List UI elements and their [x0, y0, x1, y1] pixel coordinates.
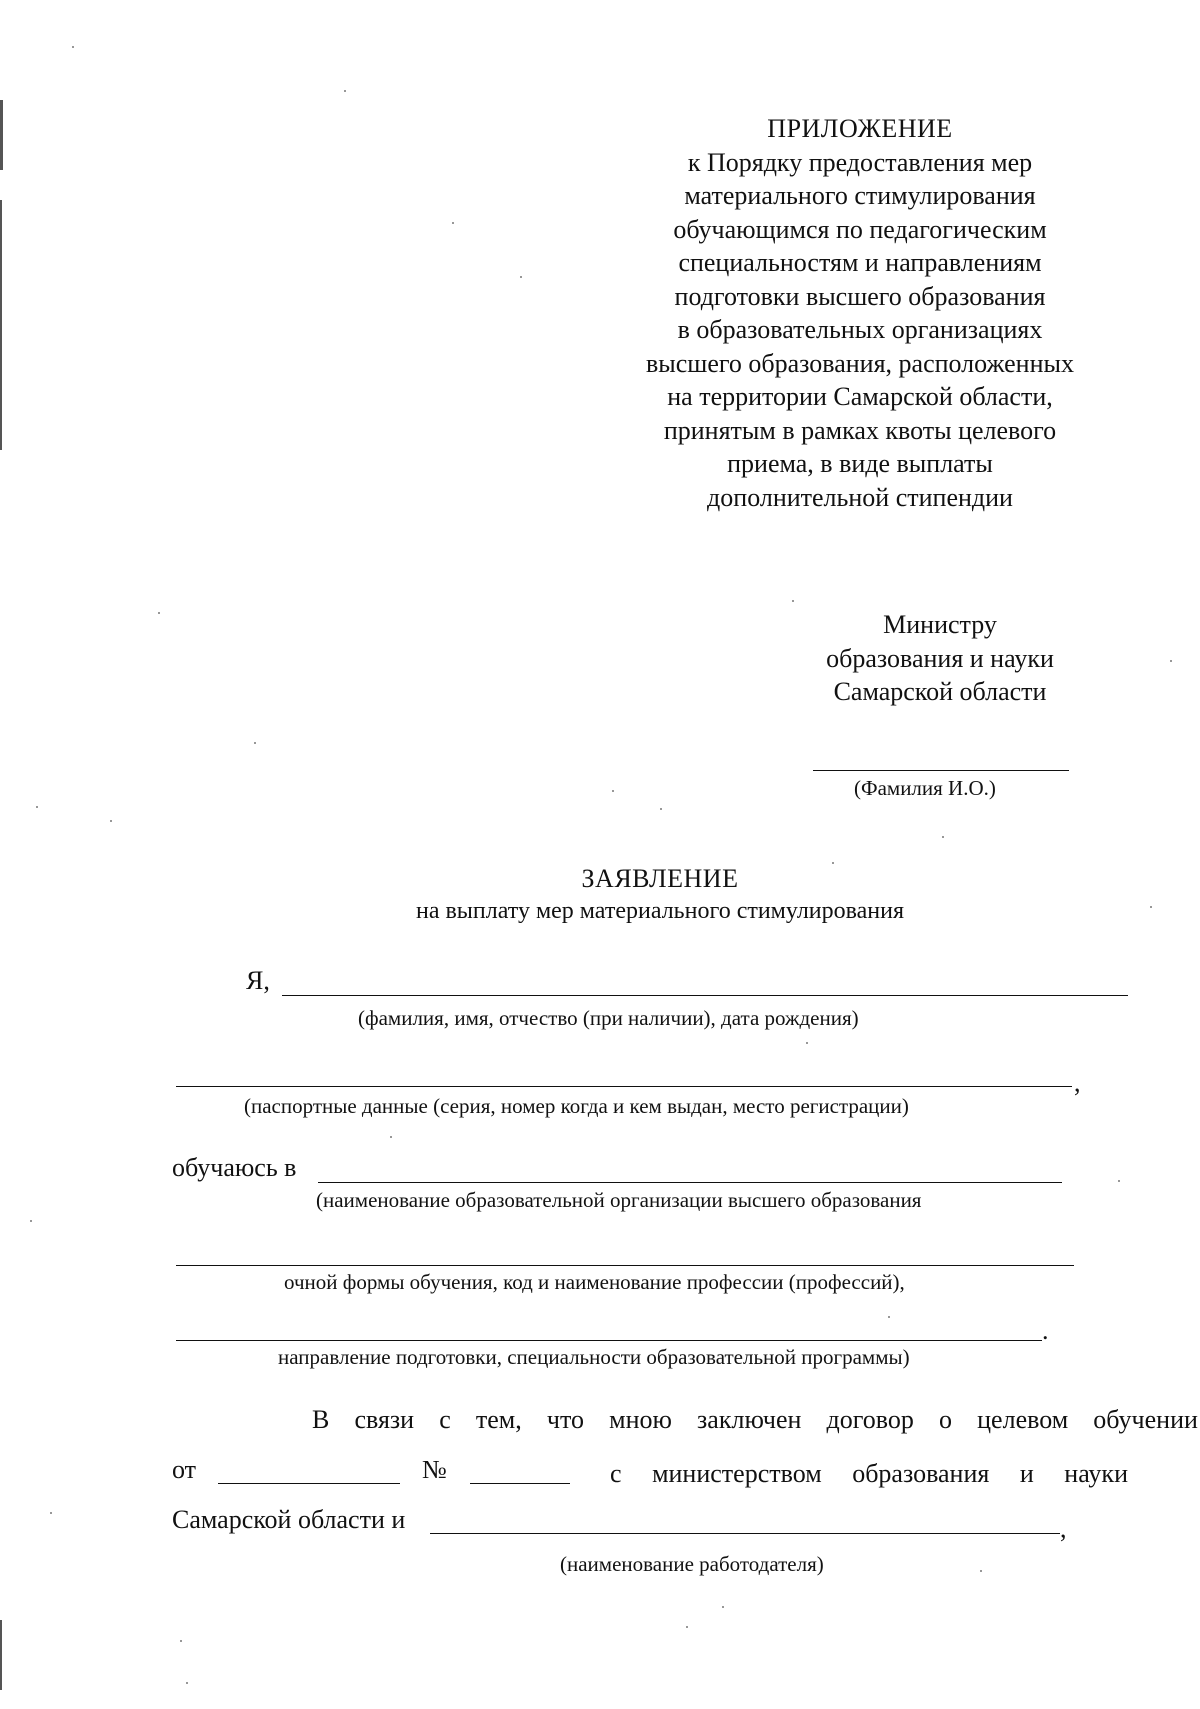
- passport-caption: (паспортные данные (серия, номер когда и кем выдан, место регистрации): [244, 1094, 909, 1118]
- appendix-line: на территории Самарской области,: [667, 382, 1053, 411]
- scan-speck: [36, 806, 38, 808]
- scan-speck: [520, 276, 522, 278]
- paragraph-word: что: [546, 1405, 584, 1434]
- appendix-line: дополнительной стипендии: [707, 482, 1013, 512]
- appendix-line: к Порядку предоставления мер: [687, 147, 1033, 177]
- fio-caption: (фамилия, имя, отчество (при наличии), дата рождения): [358, 1006, 859, 1030]
- scan-speck: [72, 46, 74, 48]
- program-caption: направление подготовки, специальности образовательной программы): [278, 1345, 910, 1369]
- from-label: от: [172, 1455, 197, 1484]
- paragraph-word: обучении: [1093, 1405, 1198, 1434]
- appendix-line: принятым в рамках квоты целевого: [663, 415, 1057, 445]
- employer-caption: (наименование работодателя): [560, 1552, 824, 1576]
- scan-speck: [806, 1042, 808, 1044]
- appendix-line: в образовательных организациях: [677, 315, 1043, 344]
- ministry-word: науки: [1064, 1459, 1128, 1488]
- organization-caption: (наименование образовательной организации высшего образования: [316, 1188, 922, 1212]
- ministry-word: с: [610, 1459, 622, 1488]
- paragraph-word: договор: [826, 1405, 914, 1434]
- scan-edge-mark: [0, 200, 2, 450]
- employer-comma: ,: [1060, 1514, 1067, 1543]
- program-field[interactable]: [176, 1340, 1042, 1341]
- scan-speck: [344, 90, 346, 92]
- minister-name-caption: (Фамилия И.О.): [854, 776, 996, 800]
- ministry-word: и: [1019, 1459, 1034, 1488]
- scan-speck: [254, 742, 256, 744]
- employer-field[interactable]: [430, 1533, 1060, 1534]
- appendix-line: высшего образования, расположенных: [646, 348, 1074, 378]
- scan-speck: [50, 1512, 52, 1514]
- paragraph-word: заключен: [697, 1405, 802, 1434]
- ministry-line: [610, 1459, 1128, 1489]
- passport-comma: ,: [1074, 1068, 1081, 1097]
- scan-speck: [980, 1570, 982, 1572]
- addressee-line: образования и науки: [826, 643, 1054, 673]
- appendix-line: материального стимулирования: [684, 181, 1036, 210]
- statement-subtitle: на выплату мер материального стимулирования: [415, 898, 905, 924]
- statement-title: ЗАЯВЛЕНИЕ: [581, 864, 739, 893]
- paragraph-word: связи: [354, 1405, 415, 1434]
- number-label: №: [422, 1455, 447, 1484]
- contract-number-field[interactable]: [470, 1483, 570, 1484]
- scan-edge-mark: [0, 1620, 2, 1690]
- passport-field[interactable]: [176, 1086, 1072, 1087]
- study-label: обучаюсь в: [172, 1153, 297, 1182]
- appendix-title: ПРИЛОЖЕНИЕ: [767, 114, 953, 143]
- scan-speck: [452, 222, 454, 224]
- scan-speck: [660, 808, 662, 810]
- appendix-line: специальностям и направлениям: [678, 248, 1042, 277]
- scan-speck: [832, 862, 834, 864]
- ministry-word: образования: [852, 1459, 990, 1488]
- scan-speck: [30, 1220, 32, 1222]
- education-form-field[interactable]: [176, 1265, 1074, 1266]
- contract-date-field[interactable]: [218, 1483, 400, 1484]
- appendix-line: подготовки высшего образования: [674, 281, 1046, 311]
- scan-edge-mark: [0, 100, 3, 170]
- appendix-header: [600, 112, 1120, 514]
- addressee-line: Самарской области: [833, 677, 1047, 706]
- scan-speck: [792, 600, 794, 602]
- scan-speck: [612, 790, 614, 792]
- appendix-line: приема, в виде выплаты: [727, 449, 993, 478]
- scan-speck: [186, 1682, 188, 1684]
- ministry-word: министерством: [652, 1459, 822, 1488]
- minister-name-field[interactable]: [813, 770, 1069, 771]
- scan-speck: [888, 1316, 890, 1318]
- ya-label: Я,: [246, 966, 270, 995]
- paragraph-word: тем,: [475, 1405, 522, 1434]
- scan-speck: [1118, 1180, 1120, 1182]
- paragraph-word: о: [939, 1405, 953, 1434]
- scan-speck: [180, 1640, 182, 1642]
- addressee-block: [770, 608, 1110, 709]
- education-form-caption: очной формы обучения, код и наименование профессии (профессий),: [284, 1270, 905, 1294]
- scan-speck: [686, 1626, 688, 1628]
- organization-field[interactable]: [318, 1182, 1062, 1183]
- contract-paragraph-line: [242, 1405, 1198, 1435]
- appendix-line: обучающимся по педагогическим: [673, 214, 1047, 244]
- scan-speck: [390, 1136, 392, 1138]
- scan-speck: [1170, 660, 1172, 662]
- scan-speck: [110, 820, 112, 822]
- addressee-line: Министру: [883, 610, 997, 639]
- paragraph-word: В: [312, 1405, 330, 1434]
- region-label: Самарской области и: [172, 1505, 406, 1534]
- scan-speck: [1150, 906, 1152, 908]
- paragraph-word: с: [439, 1405, 451, 1434]
- scan-speck: [942, 836, 944, 838]
- fio-field[interactable]: [282, 995, 1128, 996]
- scan-speck: [158, 612, 160, 614]
- paragraph-word: мною: [609, 1405, 672, 1434]
- paragraph-word: целевом: [977, 1405, 1069, 1434]
- scan-speck: [722, 1606, 724, 1608]
- program-dot: .: [1042, 1316, 1049, 1345]
